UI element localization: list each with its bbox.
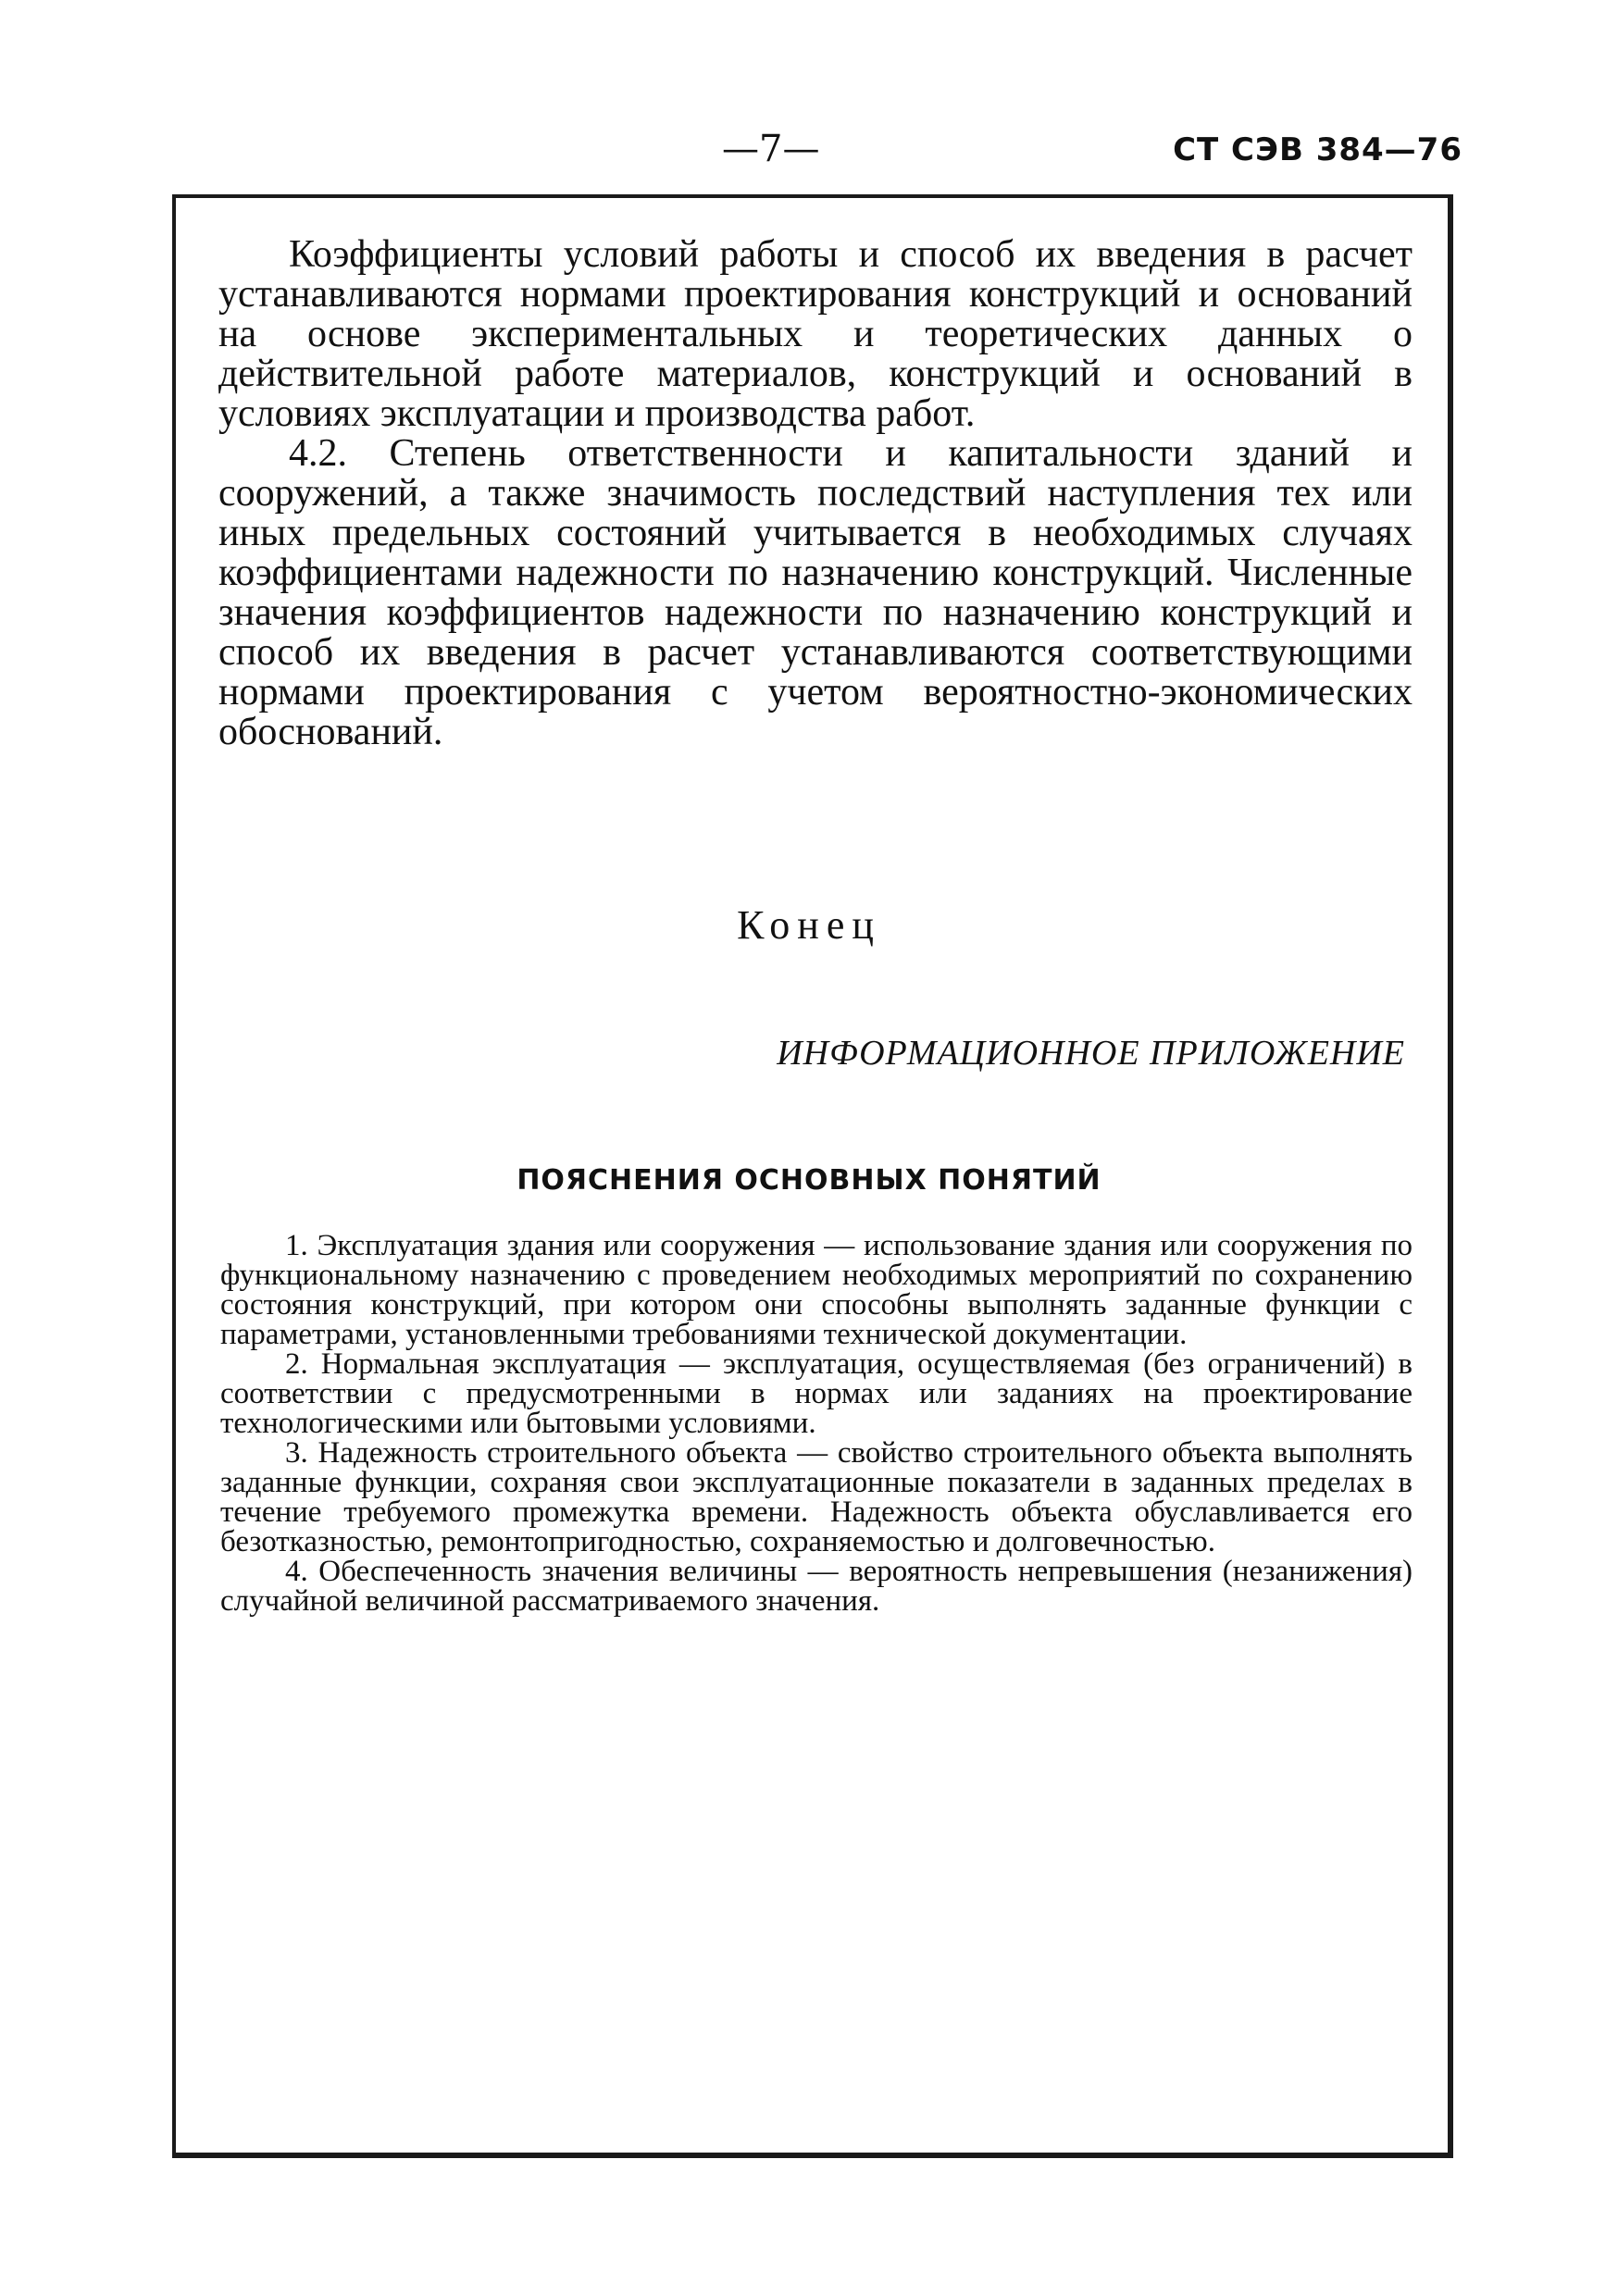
page-header [0,128,1618,183]
section-title: ПОЯСНЕНИЯ ОСНОВНЫХ ПОНЯТИЙ [517,1164,1101,1197]
paragraph-work-conditions: Коэффициенты условий работы и способ их введения в расчет устанавливаются нормами проектирования конструкций и оснований на основе экспериментальных и теоретических данных о действительной работе материалов, конструкций и оснований в условиях эксплуатации и производства работ. [218,233,1413,435]
definitions-list [220,1231,1413,1616]
definition-item: 4. Обеспеченность значения величины — вероятность непревышения (незанижения) случайной величиной рассматриваемого значения. [220,1555,1413,1618]
main-text [218,235,1413,752]
page-number: —7— [722,128,820,170]
definition-item: 2. Нормальная эксплуатация — эксплуатация, осуществляемая (без ограничений) в соответствии с предусмотренными в нормах или заданиях на проектирование технологическими или бытовыми условиями. [220,1347,1413,1440]
definition-item: 3. Надежность строительного объекта — свойство строительного объекта выполнять заданные функции, сохраняя свои эксплуатационные показатели в заданных пределах в течение требуемого промежутка времени. Надежность объекта обуславливается его безотказностью, ремонтопригодностью, сохраняемостью и долговечностью. [220,1436,1413,1558]
paragraph-4-2: 4.2. Степень ответственности и капитальности зданий и сооружений, а также значимость последствий наступления тех или иных предельных состояний учитывается в необходимых случаях коэффициентами надежности по назначению конструкций. Численные значения коэффициентов надежности по назначению конструкций и способ их введения в расчет устанавливаются соответствующими нормами проектирования с учетом вероятностно-экономических обоснований. [218,432,1413,753]
definition-item: 1. Эксплуатация здания или сооружения — использование здания или сооружения по функциональному назначению с проведением необходимых мероприятий по сохранению состояния конструкций, при котором они способны выполнять заданные функции с параметрами, установленными требованиями технической документации. [220,1229,1413,1351]
end-mark: Конец [737,902,881,948]
appendix-label: ИНФОРМАЦИОННОЕ ПРИЛОЖЕНИЕ [777,1034,1405,1073]
standard-code: СТ СЭВ 384—76 [1173,131,1462,168]
